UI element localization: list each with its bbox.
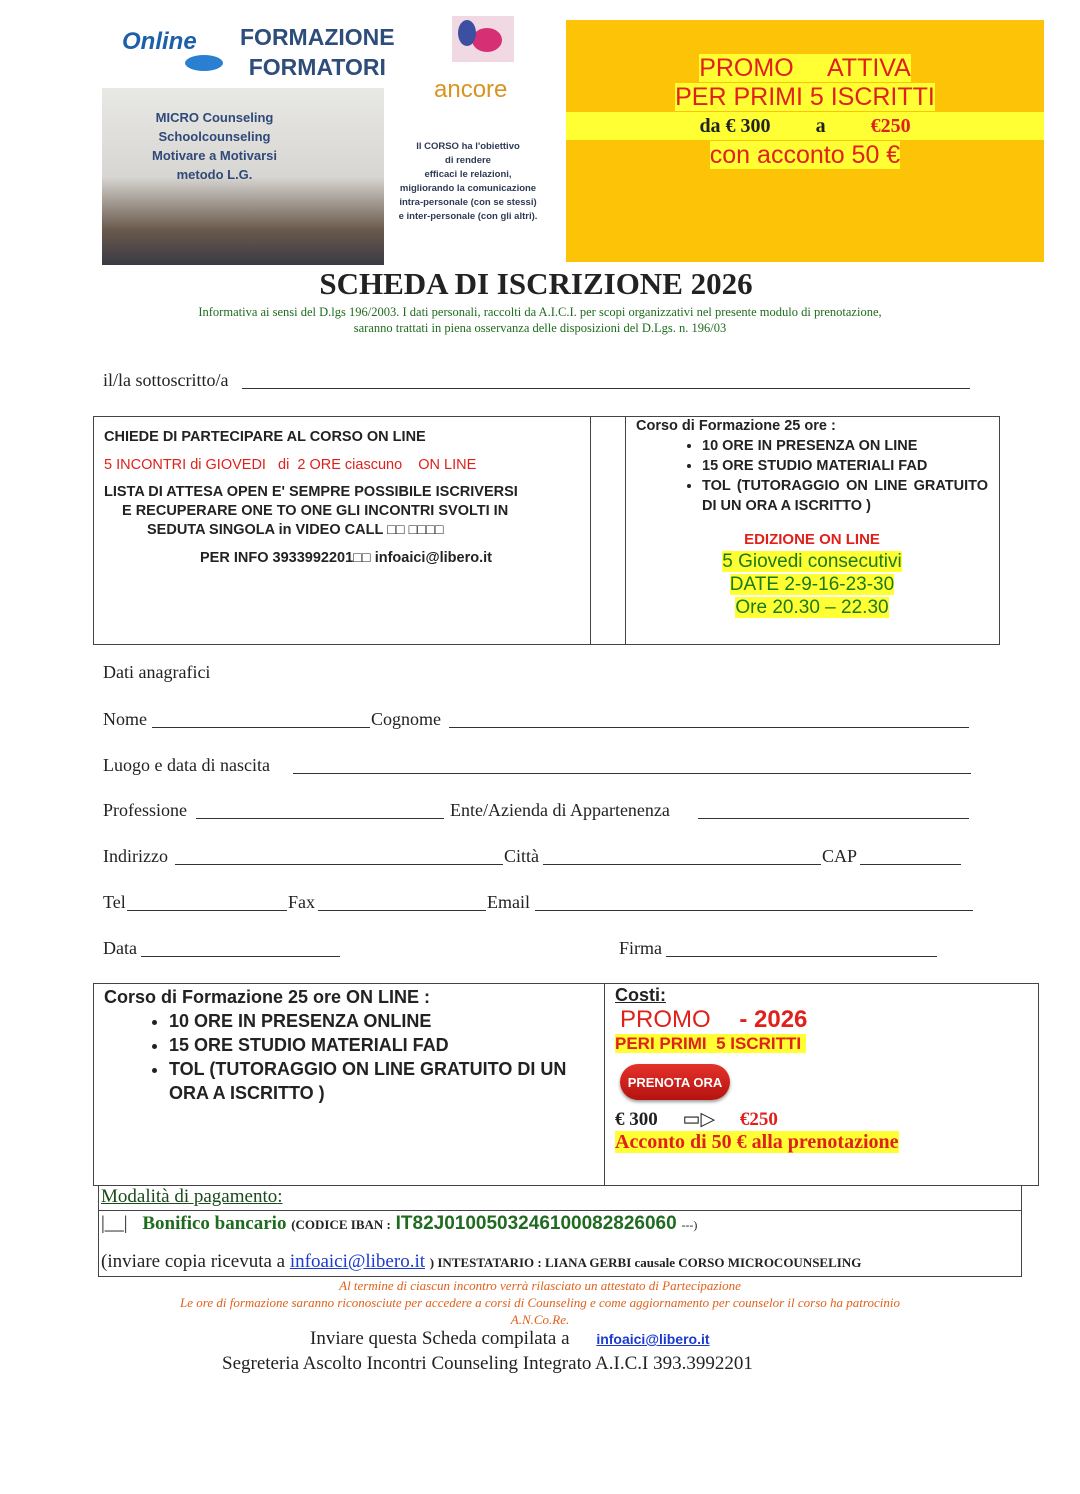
hours-label: Ore 20.30 – 22.30 — [735, 597, 889, 618]
costs-title: Costi: — [615, 985, 666, 1005]
promo-active: PROMO ATTIVA — [699, 54, 911, 82]
city-label: Città — [504, 846, 539, 866]
date-field[interactable] — [141, 956, 340, 957]
banner-line: MICRO Counseling — [155, 110, 274, 125]
divider — [625, 416, 626, 644]
promo-price-to: €250 — [870, 115, 911, 137]
iban-end: ---) — [681, 1218, 698, 1232]
cost-to: €250 — [739, 1109, 778, 1130]
profession-label: Professione — [103, 800, 187, 820]
payment-email-link[interactable]: infoaici@libero.it — [289, 1251, 425, 1272]
holder-text: ) INTESTATARIO : LIANA GERBI causale CORSO MICROCOUNSELING — [429, 1255, 862, 1270]
nome-label: Nome — [103, 709, 147, 729]
cap-field[interactable] — [860, 864, 961, 865]
cognome-field[interactable] — [449, 727, 969, 728]
privacy-notice — [0, 304, 1080, 336]
cognome-label: Cognome — [371, 709, 441, 729]
iban-label: (CODICE IBAN : — [291, 1217, 391, 1232]
address-field[interactable] — [175, 864, 503, 865]
course-item: • TOL (TUTORAGGIO ON LINE GRATUITO DI UN ORA A ISCRITTO ) — [702, 476, 988, 516]
mouse-icon — [185, 55, 223, 71]
email-label: Email — [487, 892, 530, 912]
note-line: A.N.Co.Re. — [510, 1312, 570, 1327]
course-title: Corso di Formazione 25 ore ON LINE : — [104, 987, 431, 1007]
cost-change — [615, 1108, 1025, 1131]
objective-line: migliorando la comunicazione — [399, 183, 537, 194]
header-title — [240, 22, 395, 82]
arrow-icon: ▭▷ — [682, 1109, 716, 1130]
course-item: • 15 ORE STUDIO MATERIALI FAD — [702, 456, 988, 476]
fax-field[interactable] — [318, 910, 486, 911]
send-text: Inviare questa Scheda compilata a — [310, 1328, 570, 1349]
birth-field[interactable] — [293, 773, 971, 774]
iban-value: IT82J0100503246100082826060 — [395, 1213, 677, 1234]
days-label: 5 Giovedi consecutivi — [722, 551, 902, 572]
section-title: Dati anagrafici — [103, 662, 211, 682]
request-text — [104, 428, 584, 568]
title-line-2: FORMATORI — [248, 54, 386, 80]
payment-instructions — [101, 1251, 861, 1273]
address-label: Indirizzo — [103, 846, 168, 866]
date-label: Data — [103, 938, 137, 958]
promo-first-five: PER PRIMI 5 ISCRITTI — [675, 83, 935, 111]
book-now-label: PRENOTA ORA — [627, 1074, 723, 1090]
objective-line: efficaci le relazioni, — [424, 169, 512, 180]
deposit-label: Acconto di 50 € alla prenotazione — [615, 1131, 899, 1153]
promo-price-from: da € 300 — [699, 115, 771, 137]
privacy-line: saranno trattati in piena osservanza delle disposizioni del D.Lgs. n. 196/03 — [353, 321, 727, 335]
fax-label: Fax — [288, 892, 315, 912]
dates-label: DATE 2-9-16-23-30 — [729, 574, 895, 595]
company-label: Ente/Azienda di Appartenenza — [450, 800, 670, 820]
undersigned-field[interactable] — [242, 388, 970, 389]
info-contact: PER INFO 3933992201□□ infoaici@libero.it — [200, 550, 492, 566]
bank-transfer-checkbox[interactable]: |__| — [101, 1213, 128, 1234]
course-details-bottom — [104, 985, 594, 1105]
email-field[interactable] — [535, 910, 973, 911]
footer-email-link[interactable]: infoaici@libero.it — [596, 1331, 710, 1347]
banner-line: Motivare a Motivarsi — [152, 148, 277, 163]
title-line-1: FORMAZIONE — [240, 24, 395, 50]
waitlist-line: LISTA DI ATTESA OPEN E' SEMPRE POSSIBILE ISCRIVERSI — [104, 484, 518, 500]
course-item: • TOL (TUTORAGGIO ON LINE GRATUITO DI UN ORA A ISCRITTO ) — [169, 1057, 594, 1105]
divider — [590, 416, 591, 644]
course-objective — [383, 140, 553, 224]
banner-line: metodo L.G. — [176, 167, 253, 182]
notes — [0, 1277, 1080, 1328]
profession-field[interactable] — [196, 818, 444, 819]
book-now-button[interactable] — [620, 1064, 730, 1100]
ancore-logo: ancore — [434, 76, 508, 103]
sessions-text: 5 INCONTRI di GIOVEDI di 2 ORE ciascuno ON LINE — [104, 457, 477, 473]
objective-line: e inter-personale (con gli altri). — [398, 211, 538, 222]
cap-label: CAP — [822, 846, 858, 866]
birth-label: Luogo e data di nascita — [103, 755, 270, 775]
nome-field[interactable] — [152, 727, 370, 728]
promo-box — [566, 20, 1044, 262]
signature-field[interactable] — [666, 956, 937, 957]
classroom-banner-image — [102, 88, 384, 265]
waitlist-line: E RECUPERARE ONE TO ONE GLI INCONTRI SVOLTI IN — [122, 503, 509, 519]
first-five-label: PERI PRIMI 5 ISCRITTI — [615, 1034, 806, 1053]
promo-label: PROMO — [620, 1006, 711, 1033]
request-sessions — [104, 456, 584, 475]
promo-price — [566, 112, 1044, 140]
edition-label: EDIZIONE ON LINE — [744, 531, 880, 548]
butterfly-logo-icon — [452, 16, 514, 62]
city-field[interactable] — [543, 864, 821, 865]
promo-price-a: a — [815, 115, 826, 137]
costs-section — [615, 985, 1025, 1154]
undersigned-label: il/la sottoscritto/a — [103, 370, 229, 390]
divider — [98, 1210, 1021, 1211]
waitlist-line: SEDUTA SINGOLA in VIDEO CALL □□ □□□□ — [147, 522, 444, 538]
promo-year: - 2026 — [739, 1006, 808, 1033]
footer-secretary: Segreteria Ascolto Incontri Counseling Integrato A.I.C.I 393.3992201 — [222, 1353, 753, 1374]
objective-line: intra-personale (con se stessi) — [399, 197, 537, 208]
signature-label: Firma — [619, 938, 662, 958]
page-title: SCHEDA DI ISCRIZIONE 2026 — [319, 266, 753, 301]
course-item: • 10 ORE IN PRESENZA ON LINE — [702, 436, 988, 456]
costs-promo — [615, 1006, 1025, 1034]
online-logo: Online — [122, 28, 197, 55]
payment-method — [101, 1213, 697, 1235]
course-title: Corso di Formazione 25 ore : — [636, 418, 836, 434]
send-copy-text: (inviare copia ricevuta a — [101, 1251, 286, 1272]
course-item: • 15 ORE STUDIO MATERIALI FAD — [169, 1033, 594, 1057]
objective-line: di rendere — [445, 155, 491, 166]
company-field[interactable] — [698, 818, 969, 819]
banner-text — [152, 108, 277, 184]
request-line: CHIEDE DI PARTECIPARE AL CORSO ON LINE — [104, 429, 426, 445]
privacy-line: Informativa ai sensi del D.lgs 196/2003. I dati personali, raccolti da A.I.C.I. per scopi organizzativi nel presente modulo di prenotazione, — [198, 305, 882, 319]
divider — [604, 983, 605, 1185]
tel-label: Tel — [103, 892, 126, 912]
payment-title-text: Modalità di pagamento — [101, 1186, 278, 1207]
objective-line: Il CORSO ha l'obiettivo — [416, 141, 520, 152]
note-line: Al termine di ciascun incontro verrà rilasciato un attestato di Partecipazione — [339, 1278, 741, 1293]
note-line: Le ore di formazione saranno riconosciute per accedere a corsi di Counseling e come aggiornamento per counselor il corso ha patrocinio — [180, 1295, 900, 1310]
course-item: • 10 ORE IN PRESENZA ONLINE — [169, 1009, 594, 1033]
tel-field[interactable] — [127, 910, 287, 911]
course-details-top — [636, 416, 988, 619]
method-label: Bonifico bancario — [142, 1213, 287, 1234]
payment-title: Modalità di pagamento: — [101, 1186, 283, 1207]
promo-deposit: con acconto 50 € — [709, 141, 901, 169]
footer-send — [310, 1328, 710, 1350]
banner-line: Schoolcounseling — [158, 129, 271, 144]
cost-from: € 300 — [615, 1109, 658, 1130]
